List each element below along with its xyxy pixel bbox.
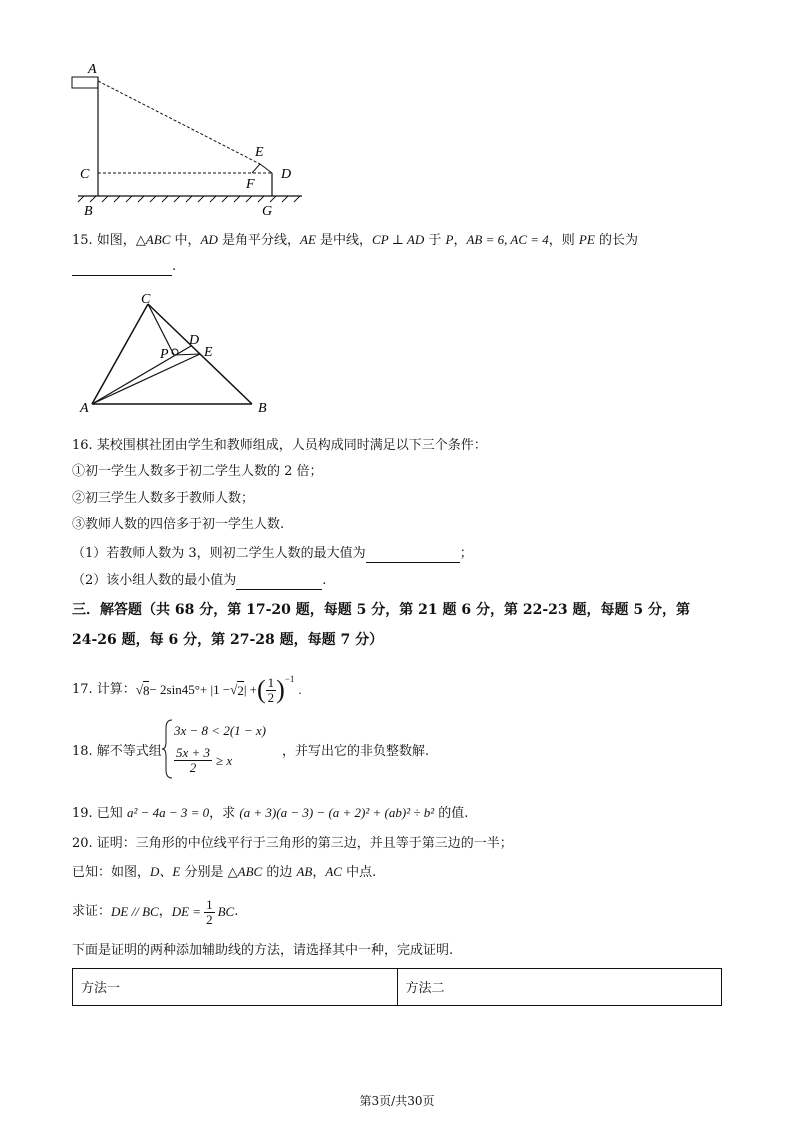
q18-inequality-2: $\frac{5x + 3}{2}$ ≥ x bbox=[176, 745, 233, 775]
q20-known: 已知：如图，D、E 分别是 △ABC 的边 AB，AC 中点. bbox=[72, 864, 377, 880]
page-footer: 第3页/共30页 bbox=[359, 1094, 435, 1108]
label-g: G bbox=[262, 204, 273, 219]
label-d: D bbox=[281, 167, 292, 182]
label-p: P bbox=[160, 347, 169, 362]
section-3-line-2: 24-26 题，每 6 分，第 27-28 题，每题 7 分） bbox=[72, 632, 384, 648]
q16-intro: 16. 某校围棋社团由学生和教师组成，人员构成同时满足以下三个条件： bbox=[72, 438, 487, 453]
q20-methods-table bbox=[72, 968, 722, 1006]
side-ac bbox=[92, 304, 148, 404]
q20-instruction: 下面是证明的两种添加辅助线的方法，请选择其中一种，完成证明. bbox=[72, 943, 454, 958]
q18-brace bbox=[160, 718, 174, 780]
figure-top-diagram bbox=[70, 55, 310, 220]
method-2-cell[interactable] bbox=[397, 969, 722, 1006]
q20-statement: 20. 证明：三角形的中位线平行于三角形的第三边，并且等于第三边的一半； bbox=[72, 836, 513, 851]
sight-line-ae bbox=[98, 81, 260, 164]
label-a: A bbox=[80, 401, 89, 416]
q16-blank-2[interactable] bbox=[236, 575, 322, 590]
label-f: F bbox=[246, 177, 255, 192]
q16-part-1: （1）若教师人数为 3，则初二学生人数的最大值为 ； bbox=[72, 546, 473, 561]
label-e: E bbox=[255, 145, 264, 160]
q18-inequality-1: 3x − 8 < 2(1 − x) bbox=[174, 723, 267, 738]
label-c: C bbox=[80, 167, 90, 182]
q16-condition-2: ②初三学生人数多于教师人数； bbox=[72, 491, 255, 506]
top-plate bbox=[72, 77, 98, 88]
label-b: B bbox=[258, 401, 267, 416]
small-angle-2 bbox=[260, 164, 272, 173]
q19: 19. 已知 a² − 4a − 3 = 0，求 (a + 3)(a − 3) − (a + 2)² + (ab)² ÷ b² 的值. bbox=[72, 805, 469, 821]
label-c: C bbox=[141, 292, 151, 307]
q15-blank[interactable] bbox=[72, 261, 172, 276]
q16-part-2: （2）该小组人数的最小值为 . bbox=[72, 573, 327, 588]
q17: 17. 计算： √ 8 − 2sin45°+ |1 − √ 2 | + ( $\frac{1}{2}$ ) −1 . bbox=[72, 674, 302, 705]
section-3-line-1: 三．解答题（共 68 分，第 17-20 题，每题 5 分，第 21 题 6 分，第 22-23 题，每题 5 分，第 bbox=[72, 602, 690, 618]
q15-text: 15. 如图，△ABC 中，AD 是角平分线，AE 是中线，CP ⊥ AD 于 P，AB = 6, AC = 4，则 PE 的长为 bbox=[72, 232, 638, 248]
ground-hatching bbox=[78, 196, 300, 202]
method-1-label: 方法一 bbox=[81, 981, 121, 996]
q16-blank-1[interactable] bbox=[366, 548, 460, 563]
q15-answer-line: . bbox=[72, 258, 176, 276]
q16-condition-3: ③教师人数的四倍多于初一学生人数. bbox=[72, 517, 285, 532]
q18-prefix: 18. 解不等式组 bbox=[72, 744, 162, 759]
q18-suffix: ，并写出它的非负整数解. bbox=[282, 744, 430, 759]
figure-q15-triangle bbox=[76, 290, 276, 416]
small-angle bbox=[252, 164, 260, 173]
label-d: D bbox=[189, 333, 200, 348]
q16-condition-1: ①初一学生人数多于初二学生人数的 2 倍； bbox=[72, 464, 323, 479]
method-2-label: 方法二 bbox=[405, 981, 445, 996]
label-a: A bbox=[88, 62, 97, 77]
segment-ae bbox=[92, 354, 200, 404]
label-e: E bbox=[204, 345, 213, 360]
method-1-cell[interactable] bbox=[73, 969, 398, 1006]
q20-prove: 求证： DE // BC ， DE = $\frac{1}{2}$ BC . bbox=[72, 896, 239, 927]
label-b: B bbox=[84, 204, 93, 219]
